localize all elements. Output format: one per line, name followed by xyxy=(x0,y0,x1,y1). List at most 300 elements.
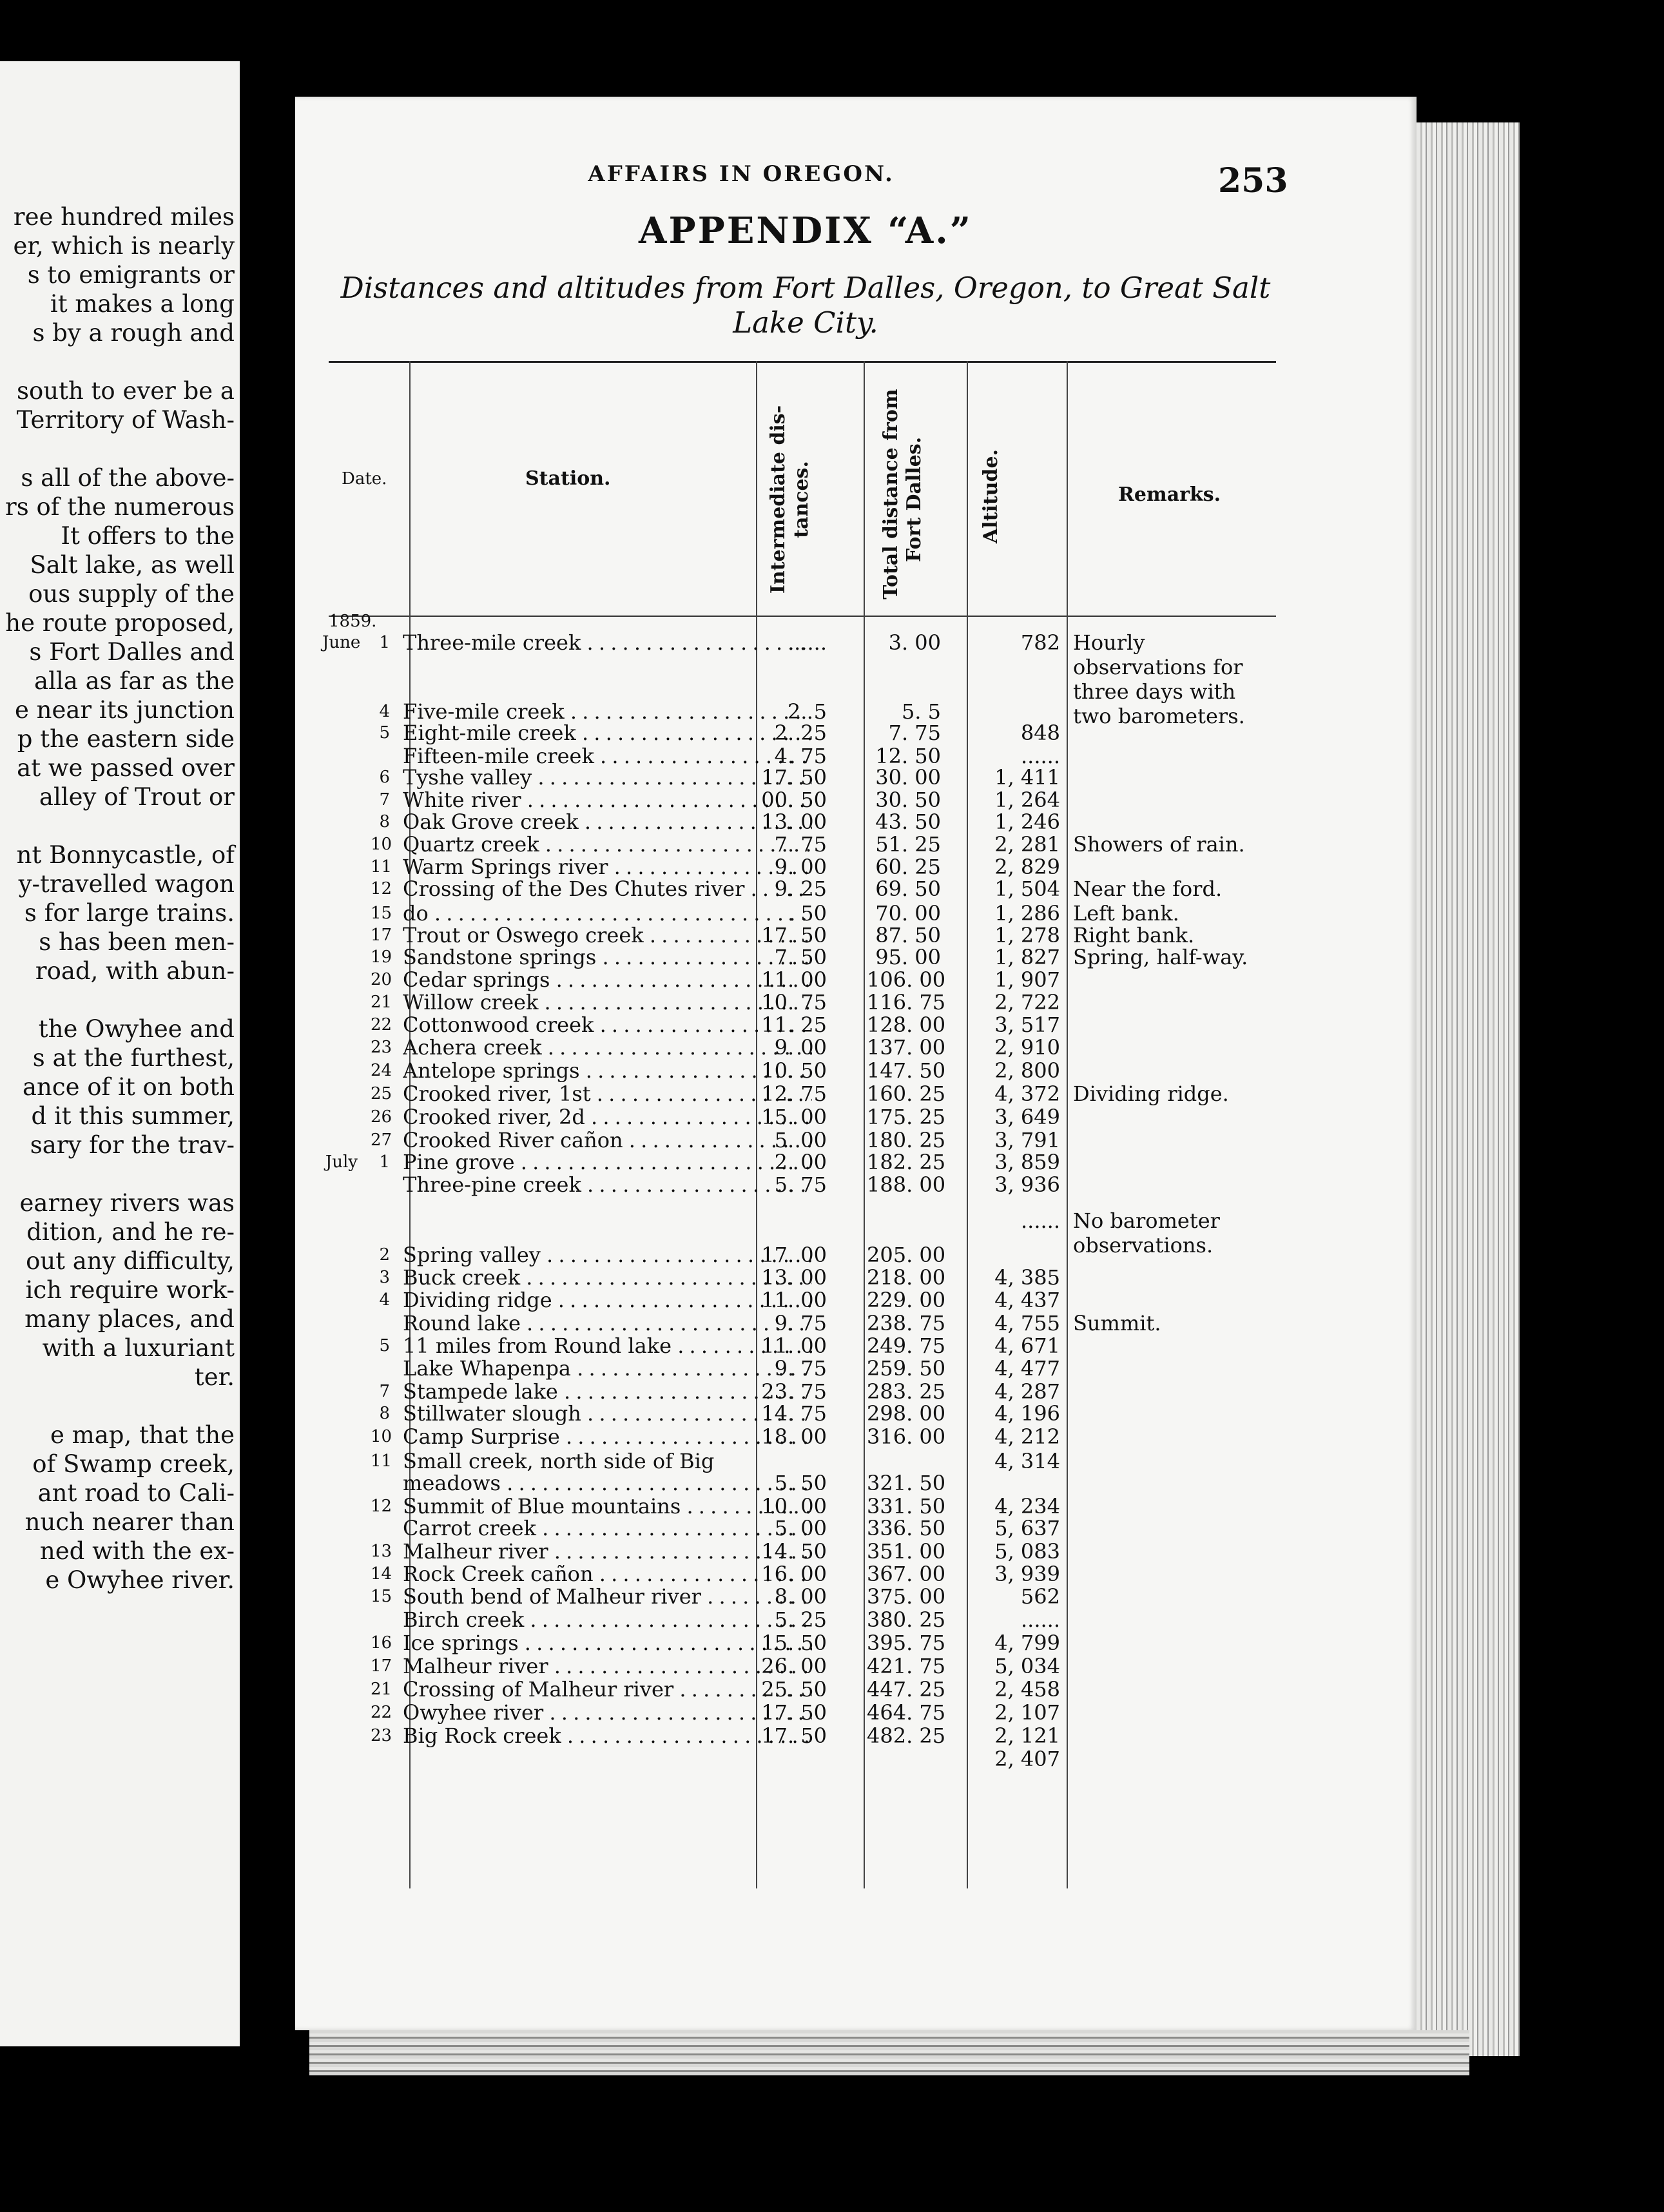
cell-day: 11 xyxy=(371,1451,392,1471)
cell-total: 147. 50 xyxy=(867,1058,946,1083)
header-intermediate: Intermediate dis- tances. xyxy=(767,405,813,594)
cell-total: 137. 00 xyxy=(867,1035,946,1060)
cell-station: Warm Springs river . . . xyxy=(403,855,812,879)
cell-alt: 4, 437 xyxy=(994,1288,1060,1312)
table-row xyxy=(329,721,1276,745)
book-gutter xyxy=(240,0,291,2212)
cell-station: Cottonwood creek . . . xyxy=(403,1013,812,1037)
cell-day: 5 xyxy=(379,1336,390,1355)
cell-total: 70. 00 xyxy=(875,901,941,926)
facing-page-line: e map, that the xyxy=(50,1421,235,1449)
cell-inter: 7. 75 xyxy=(774,832,827,857)
cell-total: 395. 75 xyxy=(867,1631,946,1655)
table-row xyxy=(329,810,1276,834)
table-subtitle: Distances and altitudes from Fort Dalles, Oregon, to Great Salt Lake City. xyxy=(340,271,1271,340)
cell-inter: 5. 00 xyxy=(774,1128,827,1152)
table-row xyxy=(329,1584,1276,1609)
cell-day: 7 xyxy=(379,790,390,810)
table-row xyxy=(329,990,1276,1014)
cell-station: Stillwater slough . . . xyxy=(403,1401,812,1426)
cell-station: Crooked river, 2d . . . xyxy=(403,1105,812,1129)
cell-total: 375. 00 xyxy=(867,1584,946,1609)
cell-day: 4 xyxy=(379,1290,390,1310)
cell-station: Crossing of Malheur river . . . xyxy=(403,1677,812,1702)
facing-page-line: dition, and he re- xyxy=(26,1218,235,1246)
cell-remarks: Near the ford. xyxy=(1073,877,1223,901)
table-row xyxy=(329,1128,1276,1152)
cell-inter: 8. 00 xyxy=(774,1584,827,1609)
cell-inter: 15. 50 xyxy=(761,1631,827,1655)
table-row xyxy=(329,1562,1276,1586)
cell-remarks: Showers of rain. xyxy=(1073,832,1245,857)
cell-station: White river . . . xyxy=(403,788,812,812)
cell-day: 15 xyxy=(371,904,392,923)
cell-total: 298. 00 xyxy=(867,1401,946,1426)
cell-day: 11 xyxy=(371,857,392,877)
facing-page-line: er, which is nearly xyxy=(13,232,235,260)
table-row xyxy=(329,1677,1276,1702)
cell-alt: 3, 859 xyxy=(994,1150,1060,1174)
cell-remarks: No barometer observations. xyxy=(1073,1208,1220,1257)
cell-alt: 2, 458 xyxy=(994,1677,1060,1702)
facing-page-line: rs of the numerous xyxy=(5,493,235,521)
cell-total: 180. 25 xyxy=(867,1128,946,1152)
appendix-title: APPENDIX “A.” xyxy=(639,209,972,252)
facing-page-line: south to ever be a xyxy=(16,377,235,405)
cell-station: Spring valley . . . xyxy=(403,1243,812,1267)
cell-station: Crooked River cañon . . . xyxy=(403,1128,812,1152)
facing-page-line: e Owyhee river. xyxy=(45,1566,235,1594)
table-row xyxy=(329,1471,1276,1495)
cell-total: 316. 00 xyxy=(867,1424,946,1449)
cell-month: July xyxy=(325,1152,358,1172)
cell-inter: 11. 25 xyxy=(761,1013,827,1037)
cell-station: Quartz creek . . . xyxy=(403,832,812,857)
cell-day: 22 xyxy=(371,1703,392,1722)
cell-station: Crossing of the Des Chutes river . . . xyxy=(403,877,812,901)
cell-day: 7 xyxy=(379,1382,390,1401)
cell-day: 20 xyxy=(371,970,392,989)
table-row xyxy=(329,1311,1276,1335)
cell-total: 128. 00 xyxy=(867,1013,946,1037)
cell-inter: 11. 00 xyxy=(761,1288,827,1312)
running-head: AFFAIRS IN OREGON. xyxy=(588,161,895,187)
cell-station: Round lake . . . xyxy=(403,1311,812,1335)
table-row xyxy=(329,1013,1276,1037)
cell-day: 16 xyxy=(371,1633,392,1653)
facing-page-line: earney rivers was xyxy=(19,1189,235,1217)
cell-alt: 1, 278 xyxy=(994,923,1060,947)
cell-alt: 4, 671 xyxy=(994,1334,1060,1358)
cell-inter: 25. 50 xyxy=(761,1677,827,1702)
facing-page-line: s for large trains. xyxy=(24,899,235,927)
cell-alt: 4, 314 xyxy=(994,1449,1060,1473)
cell-total: 229. 00 xyxy=(867,1288,946,1312)
table-row xyxy=(329,1424,1276,1449)
cell-station: Sandstone springs . . . xyxy=(403,945,812,969)
cell-station: Cedar springs . . . xyxy=(403,967,812,992)
table-row xyxy=(329,1035,1276,1060)
cell-station: Tyshe valley . . . xyxy=(403,765,812,790)
cell-inter: 9. 25 xyxy=(774,877,827,901)
cell-year: 1859. xyxy=(329,612,377,631)
facing-page-line: d it this summer, xyxy=(31,1102,235,1130)
cell-total: 205. 00 xyxy=(867,1243,946,1267)
cell-total: 5. 5 xyxy=(901,699,941,724)
facing-page-line: many places, and xyxy=(24,1305,235,1333)
cell-alt: 4, 755 xyxy=(994,1311,1060,1335)
page-edges xyxy=(1417,122,1520,2056)
cell-alt: 1, 411 xyxy=(994,765,1060,790)
facing-page-line: nuch nearer than xyxy=(24,1508,235,1536)
cell-day: 4 xyxy=(379,702,390,721)
cell-remarks: Right bank. xyxy=(1073,923,1195,947)
table-row xyxy=(329,1654,1276,1678)
table-row xyxy=(329,1379,1276,1404)
facing-page-line: with a luxuriant xyxy=(42,1334,235,1362)
cell-inter: 10. 50 xyxy=(761,1058,827,1083)
cell-inter: 14. 50 xyxy=(761,1539,827,1564)
cell-station: Rock Creek cañon . . . xyxy=(403,1562,812,1586)
cell-total: 87. 50 xyxy=(875,923,941,947)
cell-alt: ...... xyxy=(1020,744,1060,768)
cell-alt: 1, 907 xyxy=(994,967,1060,992)
cell-alt: 1, 286 xyxy=(994,901,1060,926)
facing-page-line: at we passed over xyxy=(17,754,235,782)
table-row xyxy=(329,1494,1276,1518)
cell-total: 259. 50 xyxy=(867,1356,946,1381)
facing-page-line: s has been men- xyxy=(39,928,235,956)
facing-page-line: road, with abun- xyxy=(35,957,235,985)
cell-remarks: Dividing ridge. xyxy=(1073,1082,1229,1106)
cell-alt: 4, 385 xyxy=(994,1265,1060,1290)
cell-alt: 4, 234 xyxy=(994,1494,1060,1518)
cell-station: Camp Surprise . . . xyxy=(403,1424,812,1449)
header-remarks: Remarks. xyxy=(1118,483,1221,506)
cell-day: 17 xyxy=(371,1656,392,1676)
cell-day: 8 xyxy=(379,812,390,831)
cell-inter: 9. 75 xyxy=(774,1311,827,1335)
cell-station: Achera creek . . . xyxy=(403,1035,812,1060)
cell-day: 21 xyxy=(371,993,392,1012)
table-row xyxy=(329,1288,1276,1312)
cell-total: 331. 50 xyxy=(867,1494,946,1518)
cell-inter: 4. 75 xyxy=(774,744,827,768)
cell-station: Three-mile creek . . . xyxy=(403,630,812,655)
cell-day: 2 xyxy=(379,1245,390,1265)
cell-inter: 5. 25 xyxy=(774,1607,827,1632)
cell-day: 19 xyxy=(371,947,392,967)
cell-day: 14 xyxy=(371,1564,392,1584)
cell-inter: 16. 00 xyxy=(761,1562,827,1586)
cell-day: 10 xyxy=(371,1427,392,1446)
cell-total: 43. 50 xyxy=(875,810,941,834)
cell-total: 188. 00 xyxy=(867,1172,946,1197)
cell-alt: 3, 791 xyxy=(994,1128,1060,1152)
cell-day: 13 xyxy=(371,1542,392,1561)
table-row xyxy=(329,765,1276,790)
cell-inter: 00. 50 xyxy=(761,788,827,812)
cell-inter: 5. 50 xyxy=(774,1471,827,1495)
cell-total: 351. 00 xyxy=(867,1539,946,1564)
facing-page-line: alley of Trout or xyxy=(39,783,235,811)
cell-station: Birch creek . . . xyxy=(403,1607,812,1632)
cell-station: Dividing ridge . . . xyxy=(403,1288,812,1312)
cell-month: June xyxy=(322,633,361,652)
facing-page-line: the Owyhee and xyxy=(38,1015,235,1043)
cell-alt: 2, 800 xyxy=(994,1058,1060,1083)
cell-total: 51. 25 xyxy=(875,832,941,857)
cell-day: 23 xyxy=(371,1038,392,1057)
cell-total: 175. 25 xyxy=(867,1105,946,1129)
cell-alt: 5, 637 xyxy=(994,1516,1060,1540)
cell-day: 1 xyxy=(379,633,390,652)
cell-day: 1 xyxy=(379,1152,390,1172)
distances-table xyxy=(322,361,1282,1908)
cell-total: 182. 25 xyxy=(867,1150,946,1174)
cell-alt: 2, 829 xyxy=(994,855,1060,879)
facing-page-line: p the eastern side xyxy=(17,725,235,753)
cell-station: Willow creek . . . xyxy=(403,990,812,1014)
header-station: Station. xyxy=(525,467,611,490)
cell-day: 3 xyxy=(379,1268,390,1287)
cell-total: 12. 50 xyxy=(875,744,941,768)
cell-day: 21 xyxy=(371,1680,392,1699)
cell-station: Small creek, north side of Big xyxy=(403,1449,715,1473)
cell-alt: 1, 264 xyxy=(994,788,1060,812)
cell-day: 5 xyxy=(379,723,390,742)
cell-station: Big Rock creek . . . xyxy=(403,1723,812,1748)
cell-inter: 2. 25 xyxy=(774,721,827,745)
facing-page-line: ance of it on both xyxy=(23,1073,235,1101)
table-row xyxy=(329,855,1276,879)
cell-day: 8 xyxy=(379,1404,390,1423)
table-row xyxy=(329,1265,1276,1290)
table-row xyxy=(329,1105,1276,1129)
cell-station: Fifteen-mile creek . . . xyxy=(403,744,812,768)
cell-remarks: Spring, half-way. xyxy=(1073,945,1248,969)
cell-inter: 13. 00 xyxy=(761,1265,827,1290)
cell-inter: 2. 5 xyxy=(787,699,827,724)
table-row xyxy=(329,1747,1276,1771)
cell-alt: 1, 246 xyxy=(994,810,1060,834)
cell-total: 283. 25 xyxy=(867,1379,946,1404)
book-bottom-edge xyxy=(309,2030,1469,2075)
facing-page-line: ich require work- xyxy=(25,1276,235,1304)
cell-station: Stampede lake . . . xyxy=(403,1379,812,1404)
cell-station: Buck creek . . . xyxy=(403,1265,812,1290)
facing-page-line: Territory of Wash- xyxy=(16,406,235,434)
cell-alt: 562 xyxy=(1020,1584,1060,1609)
facing-page-line: ous supply of the xyxy=(28,580,235,608)
cell-inter: 2. 00 xyxy=(774,1150,827,1174)
cell-day: 17 xyxy=(371,926,392,945)
cell-inter: 9. 00 xyxy=(774,855,827,879)
cell-alt: 3, 649 xyxy=(994,1105,1060,1129)
cell-inter: 10. 00 xyxy=(761,1494,827,1518)
cell-alt: 848 xyxy=(1020,721,1060,745)
cell-station: South bend of Malheur river . . . xyxy=(403,1584,812,1609)
cell-station: Summit of Blue mountains . . . xyxy=(403,1494,812,1518)
cell-alt: 4, 196 xyxy=(994,1401,1060,1426)
cell-station: Eight-mile creek . . . xyxy=(403,721,812,745)
cell-inter: 5. 00 xyxy=(774,1516,827,1540)
cell-total: 249. 75 xyxy=(867,1334,946,1358)
cell-alt: 5, 083 xyxy=(994,1539,1060,1564)
facing-page-line: y-travelled wagon xyxy=(18,870,235,898)
cell-remarks: Hourly observations for three days with two barometers. xyxy=(1073,630,1245,728)
facing-page-line: ant road to Cali- xyxy=(37,1479,235,1507)
cell-station: Pine grove . . . xyxy=(403,1150,812,1174)
cell-inter: 13. 00 xyxy=(761,810,827,834)
header-altitude: Altitude. xyxy=(980,449,1002,544)
cell-alt: 4, 372 xyxy=(994,1082,1060,1106)
cell-total: 321. 50 xyxy=(867,1471,946,1495)
cell-remarks: Left bank. xyxy=(1073,901,1179,926)
cell-total: 447. 25 xyxy=(867,1677,946,1702)
cell-total: 218. 00 xyxy=(867,1265,946,1290)
cell-day: 23 xyxy=(371,1726,392,1745)
cell-total: 160. 25 xyxy=(867,1082,946,1106)
cell-total: 3. 00 xyxy=(888,630,941,655)
cell-alt: 4, 287 xyxy=(994,1379,1060,1404)
facing-page-line: he route proposed, xyxy=(5,609,235,637)
cell-day: 12 xyxy=(371,1497,392,1516)
cell-day: 22 xyxy=(371,1015,392,1034)
cell-inter: 17. 50 xyxy=(761,1700,827,1725)
facing-page-line: nt Bonnycastle, of xyxy=(16,841,235,869)
table-row xyxy=(329,1172,1276,1197)
cell-day: 24 xyxy=(371,1061,392,1080)
cell-inter: . 50 xyxy=(787,901,827,926)
table-row xyxy=(329,1356,1276,1381)
facing-page-line: ree hundred miles xyxy=(13,203,235,231)
cell-total: 95. 00 xyxy=(875,945,941,969)
cell-inter: 14. 75 xyxy=(761,1401,827,1426)
cell-total: 116. 75 xyxy=(867,990,946,1014)
cell-alt: 4, 799 xyxy=(994,1631,1060,1655)
cell-station: Trout or Oswego creek . . . xyxy=(403,923,812,947)
cell-station: meadows . . . xyxy=(403,1471,812,1495)
table-row xyxy=(329,923,1276,947)
table-row xyxy=(329,967,1276,992)
cell-alt: 4, 212 xyxy=(994,1424,1060,1449)
cell-station: Five-mile creek . . . xyxy=(403,699,812,724)
cell-station: 11 miles from Round lake . . . xyxy=(403,1334,812,1358)
table-row xyxy=(329,945,1276,969)
cell-total: 336. 50 xyxy=(867,1516,946,1540)
facing-page xyxy=(0,61,240,2046)
cell-inter: 5. 75 xyxy=(774,1172,827,1197)
table-row xyxy=(329,1631,1276,1655)
cell-station: Crooked river, 1st . . . xyxy=(403,1082,812,1106)
table-row xyxy=(329,1449,1276,1473)
cell-station: Owyhee river . . . xyxy=(403,1700,812,1725)
cell-alt: ...... xyxy=(1020,1607,1060,1632)
page-number: 253 xyxy=(1218,161,1288,200)
cell-station: Ice springs . . . xyxy=(403,1631,812,1655)
table-row xyxy=(329,1082,1276,1106)
facing-page-line: s to emigrants or xyxy=(27,261,235,289)
cell-total: 30. 50 xyxy=(875,788,941,812)
cell-day: 6 xyxy=(379,768,390,787)
cell-day: 26 xyxy=(371,1107,392,1127)
cell-alt: 3, 939 xyxy=(994,1562,1060,1586)
cell-total: 7. 75 xyxy=(888,721,941,745)
table-row xyxy=(329,1607,1276,1632)
facing-page-line: alla as far as the xyxy=(34,667,235,695)
cell-alt: 3, 936 xyxy=(994,1172,1060,1197)
table-row xyxy=(329,1700,1276,1725)
cell-day: 10 xyxy=(371,835,392,854)
facing-page-line: ned with the ex- xyxy=(39,1537,235,1565)
table-row xyxy=(329,901,1276,926)
facing-page-line: it makes a long xyxy=(50,290,235,318)
cell-inter: 17. 50 xyxy=(761,1723,827,1748)
cell-inter: 11. 00 xyxy=(761,967,827,992)
table-row xyxy=(329,1243,1276,1267)
cell-inter: 26. 00 xyxy=(761,1654,827,1678)
cell-station: Malheur river . . . xyxy=(403,1539,812,1564)
cell-alt: ...... xyxy=(1020,1208,1060,1233)
cell-inter: 9. 75 xyxy=(774,1356,827,1381)
facing-page-line: e near its junction xyxy=(14,696,235,724)
cell-total: 30. 00 xyxy=(875,765,941,790)
cell-station: Oak Grove creek . . . xyxy=(403,810,812,834)
cell-day: 25 xyxy=(371,1084,392,1103)
cell-alt: 2, 407 xyxy=(994,1747,1060,1771)
table-top-rule xyxy=(329,361,1276,363)
cell-station: Malheur river . . . xyxy=(403,1654,812,1678)
cell-day: 27 xyxy=(371,1130,392,1150)
cell-inter: 18. 00 xyxy=(761,1424,827,1449)
cell-station: Antelope springs . . . xyxy=(403,1058,812,1083)
cell-inter: 10. 75 xyxy=(761,990,827,1014)
facing-page-line: ter. xyxy=(194,1363,235,1391)
table-row xyxy=(329,1334,1276,1358)
header-total: Total distance from Fort Dalles. xyxy=(880,389,925,599)
cell-alt: 3, 517 xyxy=(994,1013,1060,1037)
cell-alt: 2, 910 xyxy=(994,1035,1060,1060)
table-row xyxy=(325,1150,1276,1174)
facing-page-line: s by a rough and xyxy=(32,319,235,347)
cell-station: Lake Whapenpa . . . xyxy=(403,1356,812,1381)
cell-day: 12 xyxy=(371,879,392,898)
cell-inter: 17. 50 xyxy=(761,765,827,790)
cell-alt: 2, 281 xyxy=(994,832,1060,857)
cell-inter: ...... xyxy=(787,630,827,655)
table-row xyxy=(329,1516,1276,1540)
cell-total: 60. 25 xyxy=(875,855,941,879)
cell-station: Carrot creek . . . xyxy=(403,1516,812,1540)
cell-alt: 2, 121 xyxy=(994,1723,1060,1748)
cell-inter: 9. 00 xyxy=(774,1035,827,1060)
cell-alt: 1, 827 xyxy=(994,945,1060,969)
cell-inter: 15. 00 xyxy=(761,1105,827,1129)
table-row xyxy=(329,1539,1276,1564)
facing-page-line: sary for the trav- xyxy=(30,1131,235,1159)
cell-alt: 782 xyxy=(1020,630,1060,655)
table-row xyxy=(329,788,1276,812)
cell-alt: 2, 722 xyxy=(994,990,1060,1014)
cell-inter: 7. 50 xyxy=(774,945,827,969)
cell-total: 238. 75 xyxy=(867,1311,946,1335)
cell-total: 380. 25 xyxy=(867,1607,946,1632)
cell-alt: 1, 504 xyxy=(994,877,1060,901)
cell-inter: 17. 50 xyxy=(761,923,827,947)
facing-page-line: s Fort Dalles and xyxy=(29,638,235,666)
cell-station: Three-pine creek . . . xyxy=(403,1172,812,1197)
